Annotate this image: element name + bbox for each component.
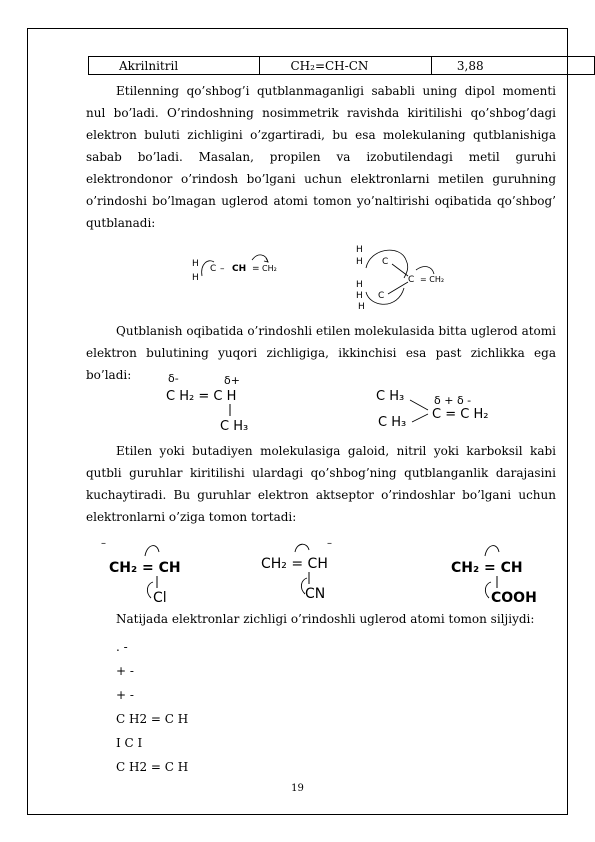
- arrow-curve: [366, 288, 404, 304]
- formula-isobutylene: C = C H₂: [432, 407, 489, 422]
- charge-minus: –: [327, 538, 332, 549]
- atom-h: H: [192, 273, 199, 283]
- atom-c: C: [378, 291, 385, 301]
- arrow-curve: [145, 546, 159, 556]
- paragraph-4: Natijada elektronlar zichligi o’rindoshli uglerod atomi tomon siljiydi:: [116, 612, 535, 626]
- atom-h: H: [356, 257, 363, 267]
- bond-line: [410, 400, 428, 410]
- arrow-curve: [295, 544, 309, 552]
- group-cl: Cl: [153, 590, 167, 606]
- group-ch3: C H₃: [376, 389, 405, 404]
- formula-vinyl-chloride: CH₂ = CH: [109, 560, 181, 576]
- scheme-acceptor-groups: [95, 536, 555, 608]
- data-table: [88, 56, 595, 75]
- arrow-curve: [485, 546, 499, 556]
- atom-h: H: [356, 245, 363, 255]
- arrow-curve: [252, 255, 268, 262]
- charge-line: + -: [116, 688, 134, 702]
- charge-line: + -: [116, 664, 134, 678]
- group-cooh: COOH: [491, 590, 537, 606]
- scheme-partial-charges: [160, 368, 520, 436]
- group-ch2: = CH₂: [420, 275, 445, 284]
- table-row: [89, 57, 595, 75]
- arrow-curve: [416, 267, 434, 274]
- formula-acrylic-acid: CH₂ = CH: [451, 560, 523, 576]
- group-ch3: C H₃: [378, 415, 407, 430]
- paragraph-2: Qutblanish oqibatida o’rindoshli etilen molekulasida bitta uglerod atomi elektron bulutining yuqori zichligiga, ikkinchisi esa past zichlikka ega bo’ladi:: [86, 324, 556, 382]
- atom-c: C: [408, 275, 415, 285]
- atom-h: H: [356, 291, 363, 301]
- bond-dash: –: [220, 264, 225, 274]
- atom-c: C: [210, 264, 217, 274]
- charge-line: . -: [116, 640, 128, 654]
- scheme-propylene-isobutylene: [180, 238, 500, 318]
- table-cell-formula: CH₂=CH-CN: [260, 57, 431, 75]
- bond-line: [388, 282, 408, 294]
- bond-double: =: [252, 264, 260, 274]
- charge-minus: –: [101, 538, 106, 549]
- atom-h: H: [358, 302, 365, 312]
- atom-h: H: [192, 259, 199, 269]
- atom-c: C: [382, 257, 389, 267]
- paragraph-3: Etilen yoki butadiyen molekulasiga galoid, nitril yoki karboksil kabi qutbli guruhlar kiritilishi ulardagi qo’shbog’ning qutblanganlik darajasini kuchaytiradi. Bu guruhlar elektron aktseptor o’rindoshlar bo’lgani uchun elektronlarni o’ziga tomon tortadi:: [86, 444, 556, 524]
- group-ch: CH: [232, 264, 247, 274]
- bond-line: [412, 414, 428, 422]
- arrow-head: [264, 258, 268, 262]
- charge-delta-plus: δ+: [224, 374, 240, 387]
- table-cell-name: Akrilnitril: [89, 57, 260, 75]
- group-ch3: C H₃: [220, 419, 249, 434]
- atom-h: H: [356, 280, 363, 290]
- formula-line: I C I: [116, 736, 143, 750]
- partial-charges: δ + δ -: [434, 394, 472, 407]
- page-number: 19: [291, 783, 304, 794]
- bond-line: [392, 264, 408, 276]
- paragraph-1: Etilenning qo’shbog’i qutblanmaganligi sababli uning dipol momenti nul bo’ladi. O’rindoshning nosimmetrik ravishda kiritilishi qo’shbog’dagi elektron buluti zichligini o’zgartiradi, bu esa molekulaning qutblanishiga sabab bo’ladi. Masalan, propilen va izobutilendagi metil guruhi elektrondonor o’rindosh bo’lgani uchun elektronlarni metilen guruhning o’rindoshi bo’lmagan uglerod atomi tomon yo’naltirishi oqibatida qo’shbog’ qutblanadi:: [86, 84, 556, 230]
- formula-propylene: C H₂ = C H: [166, 389, 237, 404]
- group-cn: CN: [305, 586, 326, 602]
- group-ch2: CH₂: [262, 264, 277, 273]
- formula-acrylonitrile: CH₂ = CH: [261, 556, 328, 572]
- formula-line: C H2 = C H: [116, 760, 189, 774]
- charge-delta-minus: δ-: [168, 372, 179, 385]
- formula-line: C H2 = C H: [116, 712, 189, 726]
- table-cell-value: 3,88: [431, 57, 594, 75]
